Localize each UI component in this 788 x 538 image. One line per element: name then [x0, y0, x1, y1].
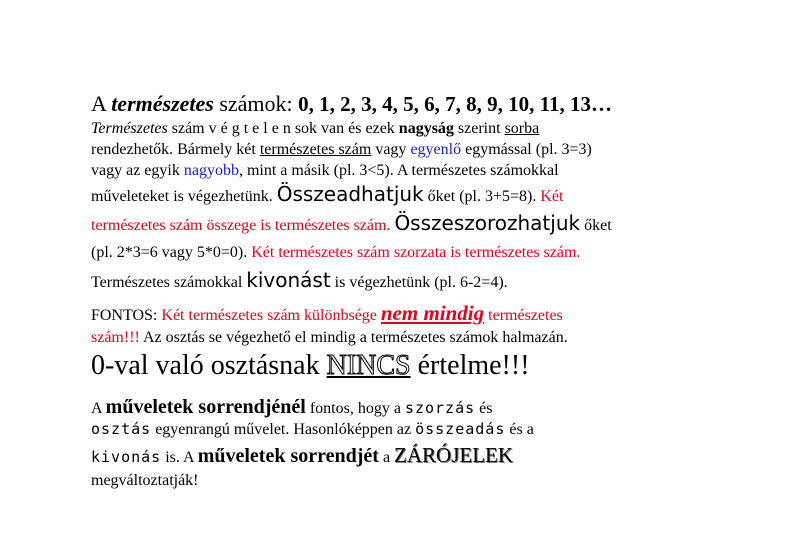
line-division: [91, 330, 568, 346]
text-post: egyenrangú művelet. Hasonlóképpen az: [151, 421, 416, 438]
text-pre: (pl. 2*3=6 vagy 5*0=0).: [91, 244, 252, 261]
text-nincs: NINCS: [326, 350, 411, 381]
text-szerint: szerint: [453, 120, 505, 137]
text-szamok: számok:: [213, 91, 299, 116]
text-nagyobb: nagyobb: [183, 162, 239, 179]
text-pre: vagy az egyik: [91, 162, 184, 179]
text-szam: szám!!!: [91, 329, 140, 346]
text-product-closure: Két természetes szám szorzata is természetes szám.: [251, 244, 581, 261]
line-order: [91, 142, 592, 158]
line-infinite: [91, 121, 539, 137]
text-pre: 0-val való osztásnak: [91, 350, 327, 381]
text-osszeadhatjuk: Összeadhatjuk: [276, 182, 424, 206]
text-pre: Természetes számokkal: [91, 274, 247, 291]
text-vegtelen: v é g t e l e n: [208, 120, 291, 137]
text-fontos: FONTOS:: [91, 307, 162, 324]
text-nagysag: nagyság: [398, 120, 454, 137]
text-fontos: fontos, hogy a: [305, 400, 405, 417]
text-es-a: és a: [505, 421, 534, 438]
text-post: is végezhetünk (pl. 6-2=4).: [330, 274, 508, 291]
text-difference: Két természetes szám különbsége: [161, 307, 381, 324]
line-equal-rank: [91, 422, 534, 438]
line-product-closure: [91, 245, 580, 261]
text-post: értelme!!!: [410, 350, 530, 381]
line-zero-division: [91, 352, 530, 380]
line-subtraction: [91, 270, 508, 291]
text-post: természetes: [484, 307, 563, 324]
text-vagy: vagy: [371, 141, 411, 158]
text-post: Az osztás se végezhető el mindig a természetes számok halmazán.: [139, 329, 568, 346]
text-osszeszorozhatjuk: Összeszorozhatjuk: [394, 211, 581, 235]
text-sok-van: sok van és ezek: [290, 120, 399, 137]
line-sum-closure: [91, 213, 612, 234]
text-termeszetes-italic: Természetes: [91, 120, 168, 137]
text-mid: őket (pl. 3+5=8).: [423, 188, 541, 205]
text-post: , mint a másik (pl. 3<5). A természetes számokkal: [238, 162, 559, 179]
text-egyenlo: egyenlő: [410, 141, 462, 158]
text-szam: szám: [167, 120, 209, 137]
text-osztas: osztás: [91, 420, 152, 438]
line-important: [91, 303, 563, 324]
number-sequence: 0, 1, 2, 3, 4, 5, 6, 7, 8, 9, 10, 11, 13…: [298, 92, 613, 116]
text-pre: műveleteket is végezhetünk.: [91, 188, 277, 205]
text-osszeadas: összeadás: [415, 420, 506, 438]
text-kivonas: kivonás: [91, 448, 162, 466]
text-es: és: [475, 400, 493, 417]
text-termeszetes-szam: természetes szám: [259, 141, 372, 158]
text-megvaltoztatjak: megváltoztatják!: [91, 472, 199, 489]
text-muveletek: műveletek sorrendjénél: [105, 396, 306, 418]
text-sorba: sorba: [504, 120, 540, 137]
line-addition: [91, 184, 563, 205]
text-ket: Két: [540, 188, 564, 205]
text-a: A: [91, 91, 112, 116]
text-szorzas: szorzás: [404, 399, 476, 417]
text-muveletek-sorrendjet: műveletek sorrendjét: [197, 445, 379, 467]
text-kivonast: kivonást: [246, 268, 331, 292]
line-changes: [91, 473, 199, 489]
line-natural-numbers: [91, 93, 612, 115]
text-a: A: [91, 400, 106, 417]
text-post: egymással (pl. 3=3): [461, 141, 592, 158]
text-sum-closure: természetes szám összege is természetes szám.: [91, 217, 395, 234]
line-order-ops: [91, 397, 492, 417]
text-is-a: is. A: [161, 449, 198, 466]
line-greater: [91, 163, 559, 179]
text-post: őket: [580, 217, 612, 234]
text-nem-mindig: nem mindig: [380, 301, 485, 325]
text-a: a: [378, 449, 395, 466]
text-pre: rendezhetők. Bármely két: [91, 141, 260, 158]
text-termeszetes: természetes: [111, 91, 214, 116]
line-parentheses: [91, 445, 513, 466]
text-zarojelek: ZÁRÓJELEK: [394, 443, 514, 467]
